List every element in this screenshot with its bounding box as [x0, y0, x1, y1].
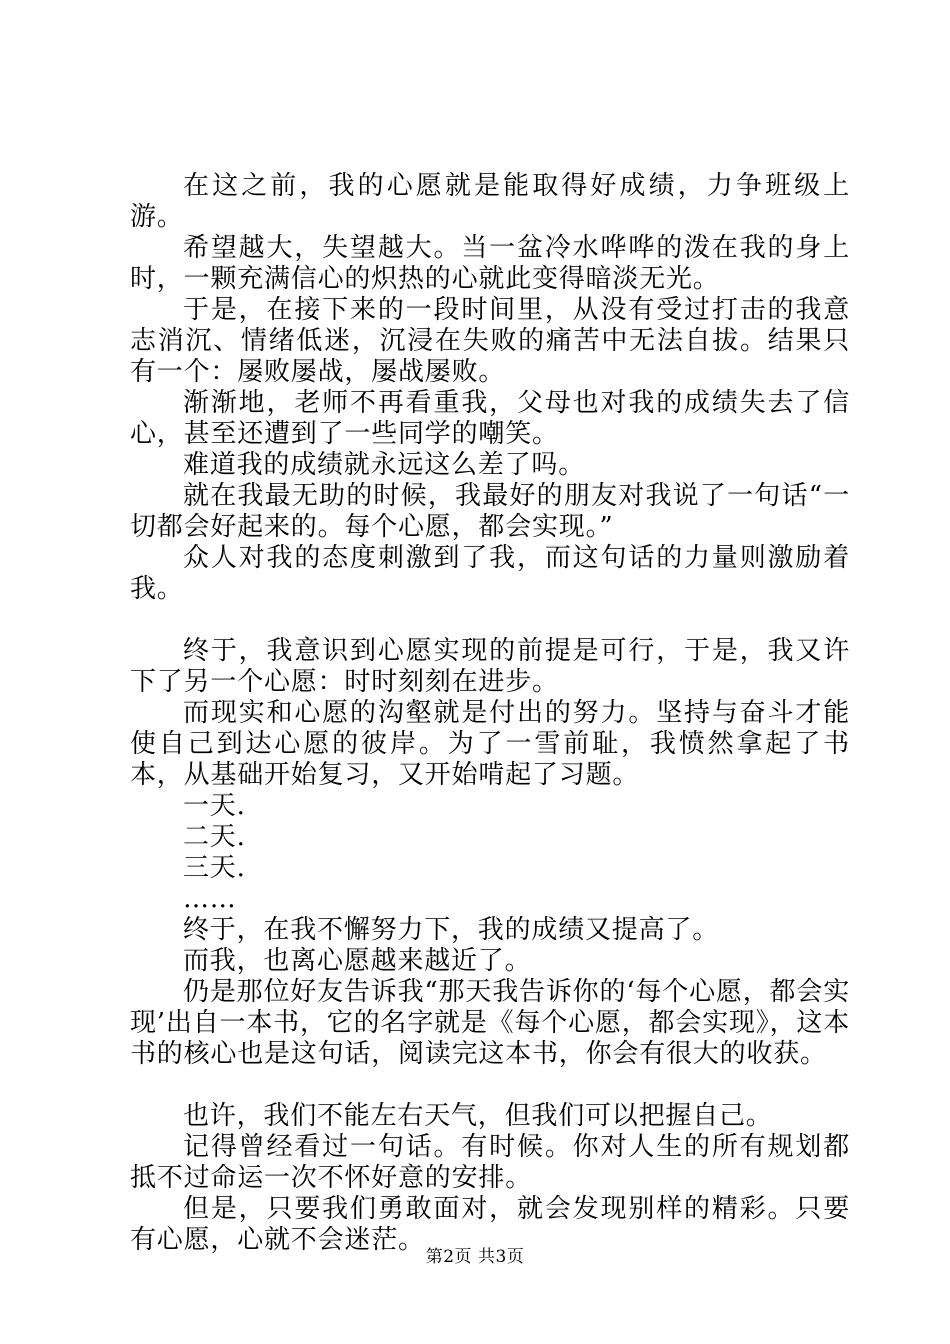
paragraph: 终于，在我不懈努力下，我的成绩又提高了。: [183, 915, 720, 945]
paragraph: 在这之前，我的心愿就是能取得好成绩，力争班级上游。: [130, 171, 850, 232]
paragraph: 希望越大，失望越大。当一盆冷水哗哗的泼在我的身上时，一颗充满信心的炽热的心就此变得暗淡无光。: [130, 233, 850, 294]
paragraph: 而现实和心愿的沟壑就是付出的努力。坚持与奋斗才能使自己到达心愿的彼岸。为了一雪前耻，我愤然拿起了书本，从基础开始复习，又开始啃起了习题。: [130, 698, 850, 790]
paragraph: 但是，只要我们勇敢面对，就会发现别样的精彩。只要有心愿，心就不会迷茫。: [130, 1194, 850, 1255]
paragraph: 渐渐地，老师不再看重我，父母也对我的成绩失去了信心，甚至还遭到了一些同学的嘲笑。: [130, 388, 850, 449]
paragraph: 就在我最无助的时候，我最好的朋友对我说了一句话“一切都会好起来的。每个心愿，都会实现。”: [130, 481, 850, 542]
paragraph: 也许，我们不能左右天气，但我们可以把握自己。: [183, 1101, 773, 1131]
paragraph: 记得曾经看过一句话。有时候。你对人生的所有规划都抵不过命运一次不怀好意的安排。: [130, 1132, 850, 1193]
paragraph: 众人对我的态度刺激到了我，而这句话的力量则激励着我。: [130, 543, 850, 604]
paragraph: 三天.: [183, 853, 246, 883]
paragraph: 而我，也离心愿越来越近了。: [183, 946, 532, 976]
paragraph: ……: [183, 884, 237, 914]
paragraph: 二天.: [183, 822, 246, 852]
paragraph: 仍是那位好友告诉我“那天我告诉你的‘每个心愿，都会实现’出自一本书，它的名字就是《每个心愿，都会实现》，这本书的核心也是这句话，阅读完这本书，你会有很大的收获。: [130, 977, 850, 1069]
document-body: [130, 171, 850, 1256]
page-number-footer: 第2页 共3页: [425, 1247, 525, 1267]
paragraph: 一天.: [183, 791, 246, 821]
paragraph: 于是，在接下来的一段时间里，从没有受过打击的我意志消沉、情绪低迷，沉浸在失败的痛苦中无法自拔。结果只有一个：屡败屡战，屡战屡败。: [130, 295, 850, 387]
paragraph: 终于，我意识到心愿实现的前提是可行，于是，我又许下了另一个心愿：时时刻刻在进步。: [130, 636, 850, 697]
paragraph: 难道我的成绩就永远这么差了吗。: [183, 450, 586, 480]
